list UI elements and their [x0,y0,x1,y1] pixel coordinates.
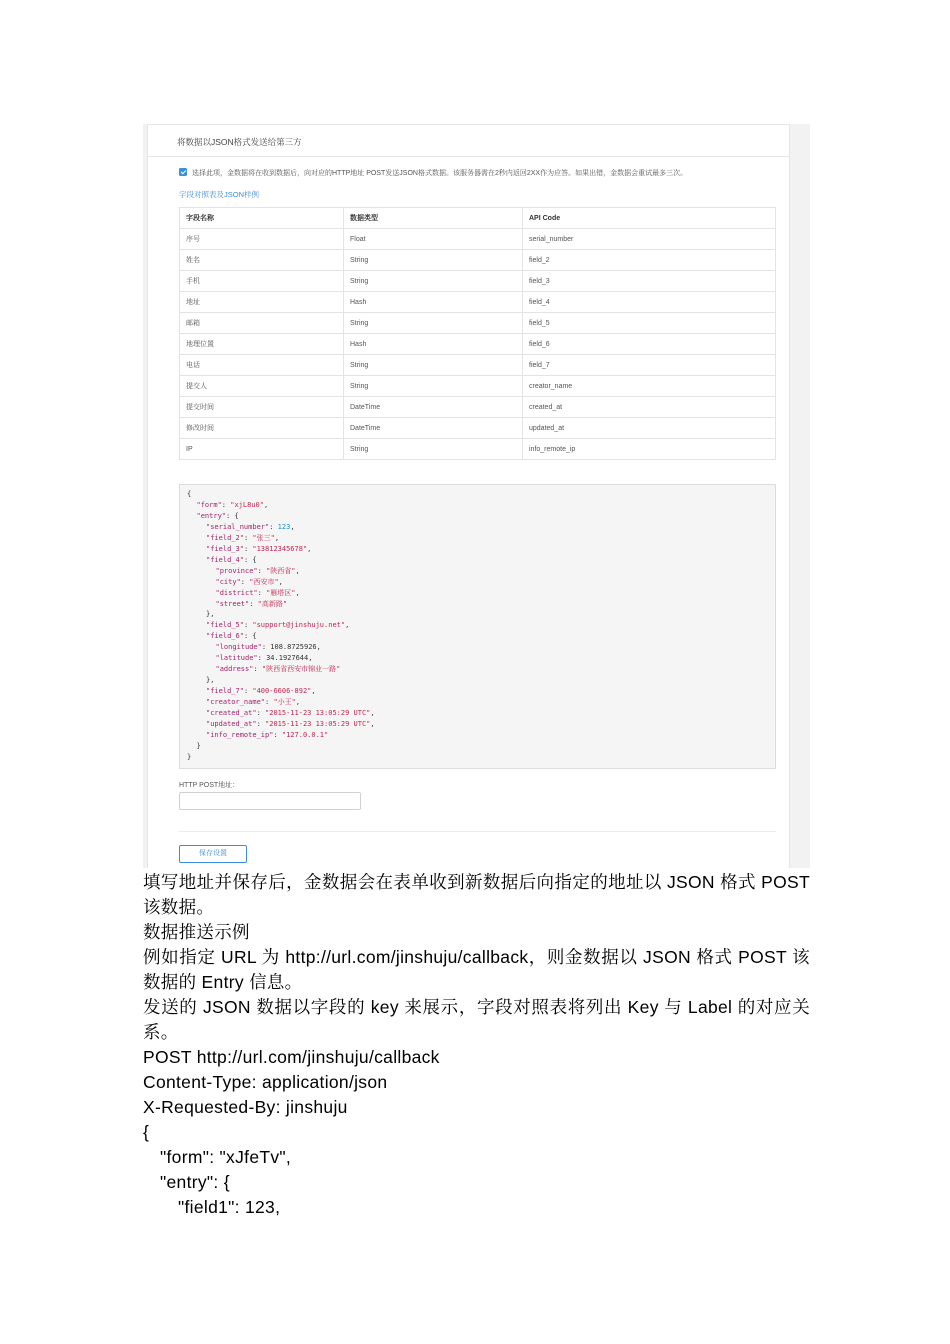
save-settings-button[interactable]: 保存设置 [179,845,247,863]
code-token: }, [206,676,215,685]
code-line [187,555,775,566]
code-token: : [221,500,231,509]
table-cell: field_3 [523,271,776,292]
code-line [187,489,775,500]
panel-title: 将数据以JSON格式发送给第三方 [177,137,302,147]
code-token: "小王" [273,698,296,707]
table-cell: serial_number [523,229,776,250]
code-line [187,522,775,533]
code-token: : { [226,511,239,520]
code-token: "info_remote_ip" [206,730,274,739]
table-row [180,397,776,418]
table-cell: field_5 [523,313,776,334]
code-token: , [274,533,280,542]
table-cell: Hash [344,334,523,355]
code-token: } [196,741,201,750]
code-token: }, [206,610,215,619]
divider [179,831,776,832]
table-row [180,271,776,292]
code-token: "entry" [196,511,227,520]
table-cell: String [344,250,523,271]
doc-paragraph: "field1": 123, [178,1197,281,1217]
code-token: "xjL8u0" [230,500,264,509]
panel-header [148,125,789,157]
settings-panel [147,124,790,868]
table-header-row [180,208,776,229]
code-line [187,697,775,708]
code-line [187,664,775,675]
code-token: : { [243,555,257,564]
code-token: , [263,500,269,509]
table-cell: DateTime [344,397,523,418]
code-token: "province" [215,566,258,575]
field-mapping-table [179,207,776,460]
code-token: "field_3" [206,544,244,553]
table-cell: info_remote_ip [523,439,776,460]
code-token: : [243,687,253,696]
table-cell: 电话 [180,355,344,376]
code-token: "field_2" [206,533,244,542]
table-row [180,439,776,460]
code-token: : [240,577,250,586]
code-token: , [295,588,300,597]
code-token: : 108.8725926, [261,643,321,652]
code-token: "127.0.0.1" [281,730,329,739]
column-header: API Code [523,208,776,229]
table-cell: 提交时间 [180,397,344,418]
column-header: 数据类型 [344,208,523,229]
code-token: "city" [215,577,241,586]
table-row [180,250,776,271]
embedded-screenshot [143,124,810,868]
code-token: "400-6606-892" [252,687,312,696]
code-token: "张三" [252,533,275,542]
code-line [187,642,775,653]
table-cell: 邮箱 [180,313,344,334]
table-cell: field_4 [523,292,776,313]
doc-paragraph: 发送的 JSON 数据以字段的 key 来展示，字段对照表将列出 Key 与 Label 的对应关系。 [143,997,810,1042]
code-line [187,752,775,763]
code-token: "field_6" [206,632,244,641]
table-row [180,334,776,355]
table-cell: String [344,313,523,334]
code-token: "陕西省西安市锦业一路" [261,665,341,674]
code-line [187,653,775,664]
code-line [187,566,775,577]
table-cell: created_at [523,397,776,418]
code-token: "street" [215,599,250,608]
table-cell: 手机 [180,271,344,292]
code-line [187,730,775,741]
column-header: 字段名称 [180,208,344,229]
code-line [187,708,775,719]
code-token: : 34.1927644, [257,654,313,663]
code-token: "雁塔区" [266,588,296,597]
json-sample-code [180,485,775,763]
code-token: "高新路" [257,599,288,608]
code-line [187,686,775,697]
code-line [187,741,775,752]
code-line [187,500,775,511]
table-cell: String [344,439,523,460]
enable-json-push-option[interactable] [179,168,687,178]
table-cell: 序号 [180,229,344,250]
table-cell: IP [180,439,344,460]
table-cell: 地址 [180,292,344,313]
table-cell: field_7 [523,355,776,376]
table-cell: 修改时间 [180,418,344,439]
checkbox-label: 选择此项，金数据将在收到数据后，向对应的HTTP地址 POST发送JSON格式数据。该服务器需在2秒内返回2XX作为应答。如果出错，金数据会重试最多三次。 [192,170,688,177]
http-post-label: HTTP POST地址： [179,782,240,789]
code-token: "district" [215,588,258,597]
doc-paragraph: { [143,1122,150,1142]
doc-paragraph: POST http://url.com/jinshuju/callback [143,1047,440,1067]
json-sample-box [179,484,776,769]
code-line [187,533,775,544]
table-cell: String [344,355,523,376]
code-token: : [256,720,266,729]
doc-paragraph: 例如指定 URL 为 http://url.com/jinshuju/callback，则金数据以 JSON 格式 POST 该数据的 Entry 信息。 [143,947,810,992]
code-token: : [249,599,258,608]
table-cell: 提交人 [180,376,344,397]
http-post-url-input[interactable] [179,792,361,810]
table-cell: Float [344,229,523,250]
code-line [187,599,775,610]
code-line [187,511,775,522]
code-token: "陕西省" [266,566,296,575]
code-token: "field_4" [206,555,244,564]
doc-paragraph: X-Requested-By: jinshuju [143,1097,348,1117]
doc-paragraph: "entry": { [160,1172,230,1192]
code-token: : [273,730,282,739]
code-token: : [257,566,267,575]
table-row [180,292,776,313]
code-token: : [256,709,266,718]
checked-checkbox-icon[interactable] [179,168,187,176]
code-token: "latitude" [215,654,258,663]
code-token: , [278,577,283,586]
code-line [187,620,775,631]
code-token: "2015-11-23 13:05:29 UTC" [265,709,371,718]
code-token: "creator_name" [206,698,266,707]
code-token: : { [243,632,257,641]
doc-paragraph: "form": "xJfeTv", [160,1147,292,1167]
table-cell: String [344,376,523,397]
table-cell: field_2 [523,250,776,271]
code-token: : [257,588,267,597]
code-token: , [307,544,312,553]
code-token: , [290,522,295,531]
code-token: , [295,698,301,707]
code-token: "serial_number" [206,522,270,531]
code-line [187,588,775,599]
table-cell: field_6 [523,334,776,355]
code-token: : [265,698,274,707]
table-row [180,313,776,334]
table-cell: creator_name [523,376,776,397]
code-token: "address" [215,665,254,674]
code-token: , [370,709,375,718]
table-row [180,229,776,250]
code-line [187,675,775,686]
code-token: 123 [277,522,291,531]
code-token: "field_7" [206,687,244,696]
doc-paragraph: 填写地址并保存后，金数据会在表单收到新数据后向指定的地址以 JSON 格式 POST 该数据。 [143,872,810,917]
code-token: , [370,720,375,729]
table-cell: 地理位置 [180,334,344,355]
code-token: : [243,621,253,630]
code-token: "2015-11-23 13:05:29 UTC" [265,720,371,729]
code-line [187,609,775,620]
field-table-link[interactable]: 字段对照表及JSON样例 [179,190,260,199]
code-line [187,544,775,555]
code-token: "updated_at" [206,720,257,729]
code-token: "support@jinshuju.net" [252,621,346,630]
code-token: : [269,522,278,531]
code-token: } [187,752,192,761]
code-token: "created_at" [206,709,257,718]
code-token: : [253,665,262,674]
table-row [180,355,776,376]
table-row [180,376,776,397]
document-body [143,870,810,1220]
code-token: , [311,687,316,696]
code-token: : [243,533,253,542]
code-token: "field_5" [206,621,244,630]
table-row [180,418,776,439]
table-cell: updated_at [523,418,776,439]
code-token: "13812345678" [252,544,308,553]
code-line [187,577,775,588]
table-cell: 姓名 [180,250,344,271]
code-token: { [187,490,192,498]
code-token: "longitude" [215,643,262,652]
code-token: "form" [196,500,222,509]
table-cell: String [344,271,523,292]
table-cell: DateTime [344,418,523,439]
code-token: , [295,566,300,575]
code-token: "西安市" [249,577,279,586]
doc-paragraph: 数据推送示例 [143,922,250,942]
code-line [187,719,775,730]
code-token: , [345,621,350,630]
doc-paragraph: Content-Type: application/json [143,1072,388,1092]
code-token: : [243,544,253,553]
code-line [187,631,775,642]
table-cell: Hash [344,292,523,313]
